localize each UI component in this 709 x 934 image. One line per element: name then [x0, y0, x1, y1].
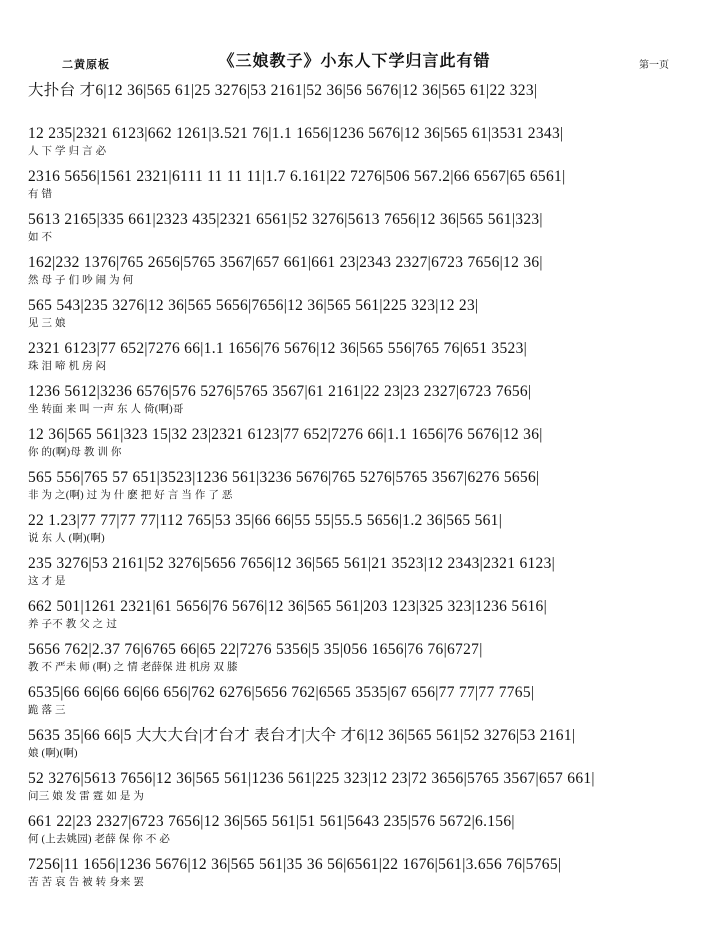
notation-row: 162|232 1376|765 2656|5765 3567|657 661|661 23|2343 2327|6723 7656|12 36| [28, 254, 543, 271]
page-header [26, 34, 683, 76]
lyrics-row [26, 100, 683, 114]
lyrics-row: 养 子不 教 父 之 过 [28, 618, 118, 630]
score-line [26, 168, 683, 208]
lyrics-row: 这 才 是 [28, 575, 66, 587]
score-line [26, 426, 683, 466]
lyrics-row: 坐 转面 来 叫 一声 东 人 倚(啊)哥 [28, 403, 184, 415]
score-line [26, 211, 683, 251]
notation-row: 5613 2165|335 661|2323 435|2321 6561|52 3276|5613 7656|12 36|565 561|323| [28, 211, 543, 228]
lyrics-row: 人 下 学 归 言 必 [28, 145, 107, 157]
score-line [26, 383, 683, 423]
lyrics-row: 然 母 子 们 吵 闹 为 何 [28, 274, 134, 286]
score-line [26, 340, 683, 380]
notation-row: 大扑台 才6|12 36|565 61|25 3276|53 2161|52 36|56 5676|12 36|565 61|22 323| [28, 82, 538, 99]
notation-row: 5635 35|66 66|5 大大大台|才台才 表台才|大仐 才6|12 36|565 561|52 3276|53 2161| [28, 727, 576, 744]
notation-row: 565 556|765 57 651|3523|1236 561|3236 5676|765 5276|5765 3567|6276 5656| [28, 469, 540, 486]
lyrics-row: 说 东 人 (啊)(啊) [28, 532, 105, 544]
score-line [26, 684, 683, 724]
lyrics-row: 珠 泪 啼 机 房 闷 [28, 360, 107, 372]
lyrics-row: 你 的(啊)母 教 训 你 [28, 446, 122, 458]
score-line [26, 598, 683, 638]
lyrics-row: 苦 苦 哀 告 被 转 身来 罢 [28, 876, 145, 888]
notation-row: 2321 6123|77 652|7276 66|1.1 1656|76 5676|12 36|565 556|765 76|651 3523| [28, 340, 528, 357]
score-line [26, 641, 683, 681]
lyrics-row: 跪 落 三 [28, 704, 66, 716]
notation-row: 22 1.23|77 77|77 77|112 765|53 35|66 66|55 55|55.5 5656|1.2 36|565 561| [28, 512, 503, 529]
lyrics-row: 非 为 之(啊) 过 为 什 麽 把 好 言 当 作 了 恶 [28, 489, 233, 501]
score-line [26, 469, 683, 509]
lyrics-row: 何 (上去姚园) 老薛 保 你 不 必 [28, 833, 171, 845]
notation-row: 661 22|23 2327|6723 7656|12 36|565 561|51 561|5643 235|576 5672|6.156| [28, 813, 515, 830]
score-line [26, 813, 683, 853]
notation-row: 235 3276|53 2161|52 3276|5656 7656|12 36|565 561|21 3523|12 2343|2321 6123| [28, 555, 556, 572]
lyrics-row: 问三 娘 发 雷 霆 如 是 为 [28, 790, 145, 802]
notation-row: 52 3276|5613 7656|12 36|565 561|1236 561|225 323|12 23|72 3656|5765 3567|657 661| [28, 770, 595, 787]
notation-row: 5656 762|2.37 76|6765 66|65 22|7276 5356|5 35|056 1656|76 76|6727| [28, 641, 483, 658]
lyrics-row: 见 三 娘 [28, 317, 66, 329]
notation-row: 2316 5656|1561 2321|6111 11 11 11|1.7 6.161|22 7276|506 567.2|66 6567|65 6561| [28, 168, 566, 185]
notation-row: 565 543|235 3276|12 36|565 5656|7656|12 36|565 561|225 323|12 23| [28, 297, 479, 314]
mode-label: 二黄原板 [62, 59, 110, 71]
notation-row: 662 501|1261 2321|61 5656|76 5676|12 36|565 561|203 123|325 323|1236 5616| [28, 598, 548, 615]
score-line [26, 555, 683, 595]
lyrics-row: 娘 (啊)(啊) [28, 747, 78, 759]
score-line [26, 125, 683, 165]
notation-row: 1236 5612|3236 6576|576 5276|5765 3567|61 2161|22 23|23 2327|6723 7656| [28, 383, 532, 400]
notation-row: 6535|66 66|66 66|66 656|762 6276|5656 762|6565 3535|67 656|77 77|77 7765| [28, 684, 535, 701]
lyrics-row: 教 不 严未 师 (啊) 之 情 老薛保 进 机房 双 膝 [28, 661, 238, 673]
music-score [26, 82, 683, 896]
score-line [26, 770, 683, 810]
score-line [26, 727, 683, 767]
notation-row: 12 235|2321 6123|662 1261|3.521 76|1.1 1656|1236 5676|12 36|565 61|3531 2343| [28, 125, 564, 142]
notation-row: 7256|11 1656|1236 5676|12 36|565 561|35 36 56|6561|22 1676|561|3.656 76|5765| [28, 856, 562, 873]
page-number: 第一页 [639, 60, 669, 71]
score-line [26, 297, 683, 337]
lyrics-row: 如 不 [28, 231, 53, 243]
score-line [26, 856, 683, 896]
score-line [26, 82, 683, 122]
notation-row: 12 36|565 561|323 15|32 23|2321 6123|77 652|7276 66|1.1 1656|76 5676|12 36| [28, 426, 543, 443]
score-line [26, 512, 683, 552]
score-line [26, 254, 683, 294]
page-title: 《三娘教子》小东人下学归言此有错 [218, 53, 491, 70]
lyrics-row: 有 错 [28, 188, 53, 200]
